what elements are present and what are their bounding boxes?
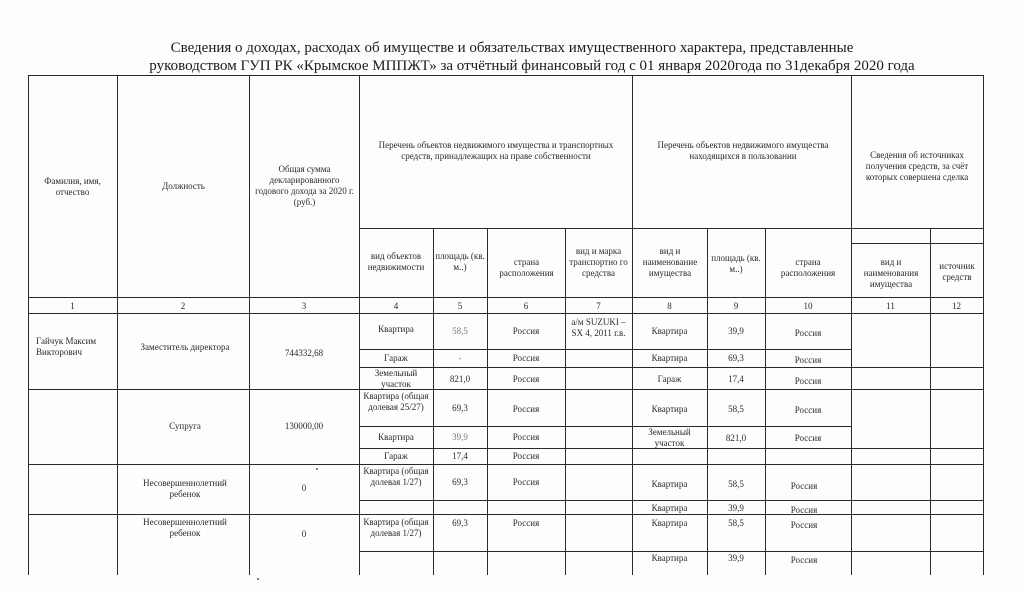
col-number: 9 bbox=[733, 301, 739, 311]
owned-type: Земельный участок bbox=[374, 368, 418, 389]
row-line bbox=[359, 367, 984, 368]
col-line bbox=[487, 228, 488, 575]
header-used-area: площадь (кв. м..) bbox=[711, 253, 761, 274]
owned-type: Квартира bbox=[378, 324, 414, 334]
document-title-line1: Сведения о доходах, расходах об имуществе и обязательствах имущественного характера, представленные bbox=[170, 40, 854, 56]
col-number: 1 bbox=[70, 301, 75, 311]
col-line bbox=[707, 228, 708, 575]
row-line bbox=[28, 464, 984, 465]
used-country: Россия bbox=[794, 405, 822, 415]
owned-area: 821,0 bbox=[449, 374, 471, 384]
col-number: 2 bbox=[180, 301, 186, 311]
owned-type: Квартира (общая долевая 25/27) bbox=[363, 391, 429, 412]
owned-type: Гараж bbox=[384, 353, 408, 363]
row-line bbox=[28, 389, 984, 390]
owned-area: 39,9 bbox=[452, 432, 468, 442]
table-border-top bbox=[28, 75, 984, 76]
owned-area: 69,3 bbox=[452, 518, 468, 528]
used-country: Россия bbox=[790, 555, 818, 565]
col-line bbox=[28, 75, 29, 575]
col-line bbox=[565, 228, 566, 575]
owned-area: 17,4 bbox=[452, 451, 468, 461]
header-position: Должность bbox=[162, 181, 205, 191]
used-type: Квартира bbox=[651, 353, 688, 363]
vehicle: а/м SUZUKI – SX 4, 2011 г.в. bbox=[571, 317, 626, 338]
header-src-source: источник средств bbox=[939, 261, 975, 282]
header-divider bbox=[359, 228, 983, 229]
used-country: Россия bbox=[790, 481, 818, 491]
col-number: 4 bbox=[393, 301, 399, 311]
person-income: 0 bbox=[301, 483, 307, 493]
person-income: 0 bbox=[301, 529, 307, 539]
used-type: Квартира bbox=[651, 479, 688, 489]
owned-country: Россия bbox=[512, 451, 540, 461]
col-number: 3 bbox=[301, 301, 307, 311]
person-position: Несовершеннолетний ребенок bbox=[143, 478, 227, 499]
col-number: 12 bbox=[952, 301, 961, 311]
used-type: Квартира bbox=[651, 404, 688, 414]
owned-country: Россия bbox=[512, 477, 540, 487]
owned-area: 69,3 bbox=[452, 477, 468, 487]
owned-country: Россия bbox=[512, 353, 540, 363]
owned-type: Гараж bbox=[384, 451, 408, 461]
used-country: Россия bbox=[794, 328, 822, 338]
owned-type: Квартира bbox=[378, 432, 414, 442]
col-number: 11 bbox=[886, 301, 895, 311]
person-position: Заместитель директора bbox=[140, 342, 230, 352]
used-country: Россия bbox=[790, 520, 818, 530]
header-used-type: вид и наименование имущества bbox=[642, 246, 698, 278]
col-number: 7 bbox=[596, 301, 601, 311]
col-line bbox=[359, 75, 360, 575]
used-country: Россия bbox=[794, 433, 822, 443]
used-area: 58,5 bbox=[728, 404, 744, 414]
used-country: Россия bbox=[794, 376, 822, 386]
scan-speck bbox=[257, 578, 259, 580]
used-area: 69,3 bbox=[728, 353, 744, 363]
table-border-right bbox=[983, 75, 984, 575]
owned-area: 58,5 bbox=[452, 326, 468, 336]
row-line bbox=[359, 551, 984, 552]
used-type: Земельный участок bbox=[648, 427, 691, 448]
col-line bbox=[851, 75, 852, 575]
col-line bbox=[632, 75, 633, 575]
header-owned-country: страна расположения bbox=[499, 257, 554, 278]
col-line bbox=[117, 75, 118, 575]
owned-country: Россия bbox=[512, 374, 540, 384]
used-type: Гараж bbox=[657, 374, 682, 384]
header-bottom-line bbox=[28, 297, 984, 298]
person-position: Несовершеннолетний ребенок bbox=[143, 517, 227, 538]
col-number: 6 bbox=[523, 301, 529, 311]
col-number: 5 bbox=[457, 301, 463, 311]
used-type: Квартира bbox=[651, 326, 688, 336]
header-divider-sources bbox=[851, 243, 984, 244]
col-number: 10 bbox=[803, 301, 813, 311]
header-fio: Фамилия, имя, отчество bbox=[44, 176, 101, 197]
used-area: 17,4 bbox=[728, 374, 744, 384]
used-country: Россия bbox=[794, 355, 822, 365]
used-area: 39,9 bbox=[728, 553, 744, 563]
header-used: Перечень объектов недвижимого имущества находящихся в пользовании bbox=[657, 140, 829, 161]
owned-type: Квартира (общая долевая 1/27) bbox=[363, 466, 429, 487]
numbers-bottom-line bbox=[28, 313, 984, 314]
header-sources: Сведения об источниках получения средств, за счёт которых совершена сделка bbox=[865, 150, 969, 182]
header-src-type: вид и наименования имущества bbox=[863, 257, 919, 289]
header-owned-area: площадь (кв. м..) bbox=[435, 251, 485, 272]
person-income: 130000,00 bbox=[284, 421, 324, 431]
col-line bbox=[930, 228, 931, 575]
header-owned: Перечень объектов недвижимого имущества и транспортных средств, принадлежащих на праве собственности bbox=[378, 140, 614, 161]
col-line bbox=[249, 75, 250, 575]
owned-country: Россия bbox=[512, 404, 540, 414]
used-area: 821,0 bbox=[725, 433, 747, 443]
used-type: Квартира bbox=[651, 553, 688, 563]
header-used-country: страна расположения bbox=[780, 257, 836, 278]
used-area: 39,9 bbox=[728, 503, 744, 513]
used-country: Россия bbox=[790, 505, 818, 515]
person-income: 744332,68 bbox=[284, 348, 324, 358]
used-area: 58,5 bbox=[728, 518, 744, 528]
document-title-line2: руководством ГУП РК «Крымское МППЖТ» за отчётный финансовый год с 01 января 2020года по 31декабря 2020 года bbox=[149, 58, 915, 74]
used-area: 39,9 bbox=[728, 326, 744, 336]
owned-area: - bbox=[458, 353, 462, 363]
owned-type: Квартира (общая долевая 1/27) bbox=[363, 517, 429, 538]
col-number: 8 bbox=[667, 301, 672, 311]
used-area: 58,5 bbox=[728, 479, 744, 489]
col-line bbox=[433, 228, 434, 575]
owned-area: 69,3 bbox=[452, 403, 468, 413]
header-owned-type: вид объектов недвижимости bbox=[367, 251, 425, 272]
owned-country: Россия bbox=[512, 432, 540, 442]
used-type: Квартира bbox=[651, 518, 688, 528]
row-line bbox=[359, 500, 984, 501]
scan-speck bbox=[316, 468, 318, 470]
person-position: Супруга bbox=[169, 421, 201, 431]
person-fio: Гайчук Максим Викторович bbox=[36, 336, 97, 357]
used-type: Квартира bbox=[651, 503, 688, 513]
header-vehicle: вид и марка транспортно го средства bbox=[569, 246, 628, 278]
owned-country: Россия bbox=[512, 518, 540, 528]
owned-country: Россия bbox=[512, 326, 540, 336]
header-income: Общая сумма декларированного годового дохода за 2020 г. (руб.) bbox=[255, 164, 354, 207]
